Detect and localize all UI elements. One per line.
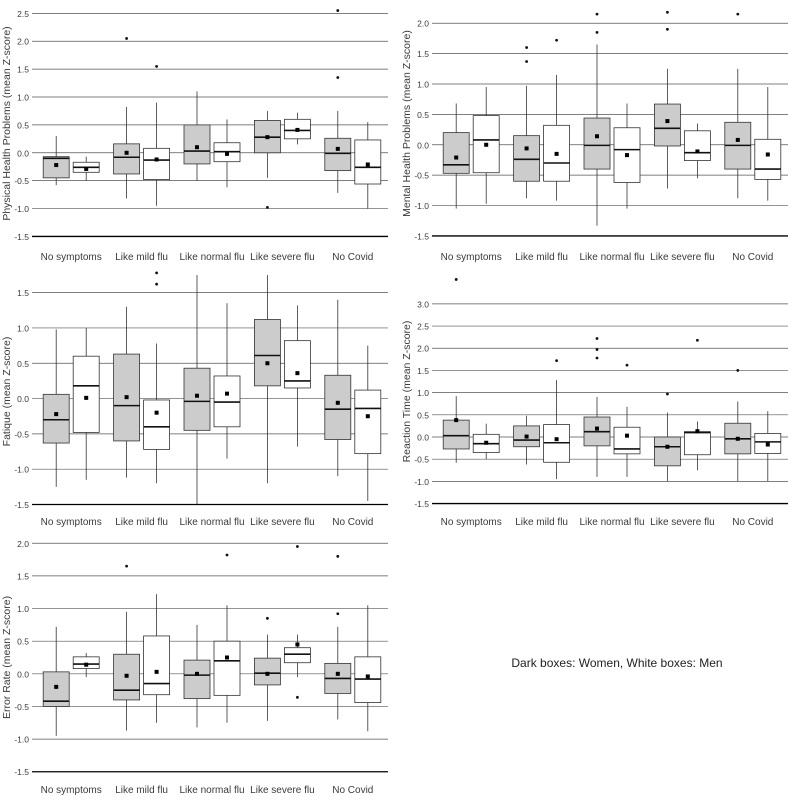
mean-marker (195, 145, 199, 149)
mean-marker (484, 441, 488, 445)
box (43, 157, 69, 178)
y-tick-label: -1.5 (14, 767, 29, 778)
women-box-3 (184, 91, 210, 180)
men-box-1 (73, 328, 99, 480)
y-tick-label: 0.5 (417, 410, 429, 421)
outlier-point (155, 271, 158, 274)
women-box-2 (514, 46, 540, 198)
mean-marker (695, 429, 699, 433)
outlier-point (525, 46, 528, 49)
box (684, 432, 710, 455)
mean-marker (695, 149, 699, 153)
y-axis-label: Error Rate (mean Z-score) (1, 595, 13, 720)
mean-marker (84, 167, 88, 171)
x-tick-label: Like normal flu (179, 517, 245, 528)
x-tick-label: No Covid (332, 252, 374, 263)
x-tick-label: Like severe flu (250, 252, 315, 263)
x-tick-label: Like mild flu (515, 517, 569, 528)
x-tick-label: Like mild flu (115, 252, 169, 263)
mean-marker (295, 371, 299, 375)
box (144, 636, 170, 695)
women-box-3 (584, 337, 610, 477)
y-tick-label: 1.0 (417, 388, 429, 399)
mean-marker (595, 427, 599, 431)
outlier-point (696, 339, 699, 342)
box (114, 144, 140, 174)
outlier-point (455, 278, 458, 281)
x-tick-label: Like severe flu (650, 252, 715, 263)
mean-marker (484, 143, 488, 147)
mean-marker (54, 685, 58, 689)
x-tick-label: Like normal flu (579, 517, 645, 528)
y-tick-label: 2.0 (417, 343, 429, 354)
mean-marker (625, 434, 629, 438)
mean-marker (766, 152, 770, 156)
men-box-4 (284, 305, 310, 446)
men-box-2 (544, 359, 570, 479)
box (443, 420, 469, 449)
box (514, 136, 540, 182)
x-tick-label: No symptoms (440, 517, 502, 528)
mean-marker (336, 672, 340, 676)
x-tick-label: Like normal flu (579, 252, 645, 263)
women-box-2 (114, 37, 140, 198)
y-tick-label: -0.5 (14, 701, 29, 712)
outlier-point (125, 565, 128, 568)
x-tick-label: No Covid (332, 785, 374, 796)
women-box-5 (325, 555, 351, 720)
outlier-point (296, 545, 299, 548)
men-box-5 (755, 87, 781, 201)
mean-marker (625, 153, 629, 157)
mean-marker (366, 674, 370, 678)
x-tick-label: No Covid (332, 517, 374, 528)
y-tick-label: 1.5 (17, 64, 29, 75)
women-box-4 (654, 11, 680, 189)
y-tick-label: 3.0 (417, 299, 429, 310)
mean-marker (295, 128, 299, 132)
outlier-point (555, 39, 558, 42)
y-tick-label: -0.5 (414, 454, 429, 465)
y-tick-label: -0.5 (14, 176, 29, 187)
panel-1 (1, 9, 388, 263)
mean-marker (155, 670, 159, 674)
women-box-3 (184, 625, 210, 727)
y-tick-label: 2.0 (417, 18, 429, 29)
y-tick-label: 1.0 (17, 92, 29, 103)
men-box-4 (684, 124, 710, 179)
x-tick-label: Like normal flu (179, 252, 245, 263)
y-tick-label: 0.0 (17, 669, 29, 680)
women-box-1 (43, 136, 69, 185)
y-tick-label: -1.0 (414, 476, 429, 487)
y-tick-label: 0.5 (17, 636, 29, 647)
mean-marker (454, 156, 458, 160)
outlier-point (125, 37, 128, 40)
mean-marker (195, 394, 199, 398)
outlier-point (336, 612, 339, 615)
y-tick-label: -1.0 (14, 464, 29, 475)
box (184, 368, 210, 430)
x-tick-label: Like normal flu (179, 785, 245, 796)
mean-marker (265, 361, 269, 365)
mean-marker (54, 412, 58, 416)
y-tick-label: -1.5 (14, 231, 29, 242)
men-box-1 (73, 653, 99, 677)
panel-5 (1, 539, 388, 796)
men-box-3 (214, 554, 240, 723)
x-tick-label: No Covid (732, 252, 774, 263)
y-tick-label: 1.5 (17, 571, 29, 582)
y-tick-label: 1.0 (417, 79, 429, 90)
outlier-point (736, 13, 739, 16)
mean-marker (336, 147, 340, 151)
y-tick-label: -1.0 (414, 201, 429, 212)
x-tick-label: Like mild flu (515, 252, 569, 263)
women-box-5 (725, 13, 751, 199)
y-tick-label: 0.5 (17, 120, 29, 131)
outlier-point (596, 337, 599, 340)
x-tick-label: Like severe flu (250, 517, 315, 528)
x-tick-label: Like mild flu (115, 785, 169, 796)
y-tick-label: 0.5 (417, 109, 429, 120)
mean-marker (54, 163, 58, 167)
y-tick-label: 0.5 (17, 358, 29, 369)
mean-marker (295, 642, 299, 646)
outlier-point (596, 348, 599, 351)
mean-marker (766, 443, 770, 447)
women-box-3 (184, 275, 210, 504)
women-box-4 (254, 617, 280, 721)
outlier-point (266, 206, 269, 209)
box (654, 104, 680, 146)
mean-marker (736, 138, 740, 142)
men-box-2 (144, 271, 170, 483)
men-box-1 (73, 157, 99, 181)
y-tick-label: -0.5 (414, 170, 429, 181)
y-tick-label: 0.0 (17, 148, 29, 159)
box (684, 131, 710, 161)
y-tick-label: 1.0 (17, 604, 29, 615)
men-box-3 (614, 364, 640, 477)
men-box-1 (473, 87, 499, 204)
panel-3 (1, 271, 388, 528)
mean-marker (225, 392, 229, 396)
x-tick-label: No symptoms (40, 252, 102, 263)
men-box-2 (544, 39, 570, 201)
mean-marker (195, 672, 199, 676)
men-box-5 (355, 122, 381, 208)
outlier-point (336, 9, 339, 12)
men-box-3 (214, 119, 240, 187)
box (254, 658, 280, 685)
women-box-4 (254, 275, 280, 483)
y-tick-label: -1.5 (14, 499, 29, 510)
mean-marker (665, 445, 669, 449)
outlier-point (525, 60, 528, 63)
outlier-point (266, 617, 269, 620)
outlier-point (666, 393, 669, 396)
y-axis-label: Fatique (mean Z-score) (1, 336, 13, 447)
mean-marker (155, 411, 159, 415)
x-tick-label: No symptoms (440, 252, 502, 263)
y-tick-label: 1.5 (17, 288, 29, 299)
x-tick-label: No Covid (732, 517, 774, 528)
outlier-point (596, 357, 599, 360)
women-box-2 (114, 307, 140, 478)
outlier-point (226, 554, 229, 557)
x-tick-label: Like severe flu (650, 517, 715, 528)
box (144, 148, 170, 179)
mean-marker (225, 656, 229, 660)
mean-marker (736, 437, 740, 441)
outlier-point (296, 696, 299, 699)
mean-marker (366, 162, 370, 166)
women-box-1 (43, 329, 69, 486)
box (284, 648, 310, 663)
y-tick-label: -1.5 (414, 499, 429, 510)
box (214, 641, 240, 695)
men-box-4 (284, 545, 310, 699)
men-box-5 (755, 411, 781, 481)
y-tick-label: 0.0 (17, 394, 29, 405)
legend-caption: Dark boxes: Women, White boxes: Men (511, 656, 723, 670)
panel-4 (401, 278, 788, 528)
mean-marker (265, 672, 269, 676)
outlier-point (666, 11, 669, 14)
women-box-3 (584, 13, 610, 226)
mean-marker (454, 418, 458, 422)
mean-marker (84, 663, 88, 667)
box (654, 437, 680, 466)
mean-marker (525, 146, 529, 150)
mean-marker (125, 151, 129, 155)
women-box-5 (325, 300, 351, 477)
y-tick-label: -0.5 (14, 429, 29, 440)
mean-marker (225, 152, 229, 156)
mean-marker (125, 674, 129, 678)
box (184, 660, 210, 699)
women-box-1 (443, 103, 469, 208)
women-box-4 (254, 111, 280, 209)
men-box-2 (144, 65, 170, 206)
outlier-point (666, 28, 669, 31)
box (254, 319, 280, 385)
box (614, 427, 640, 454)
men-box-4 (684, 339, 710, 470)
x-tick-label: Like mild flu (115, 517, 169, 528)
y-tick-label: 2.5 (17, 8, 29, 19)
men-box-2 (144, 594, 170, 723)
y-tick-label: -1.5 (414, 231, 429, 242)
mean-marker (125, 395, 129, 399)
outlier-point (626, 364, 629, 367)
mean-marker (555, 437, 559, 441)
x-tick-label: Like severe flu (250, 785, 315, 796)
women-box-4 (654, 393, 680, 482)
mean-marker (155, 157, 159, 161)
box (584, 118, 610, 169)
mean-marker (595, 134, 599, 138)
box (355, 140, 381, 184)
box (325, 375, 351, 439)
y-axis-label: Physical Health Problems (mean Z-score) (1, 26, 13, 221)
y-tick-label: -1.0 (14, 734, 29, 745)
mean-marker (265, 135, 269, 139)
outlier-point (555, 359, 558, 362)
women-box-2 (514, 416, 540, 465)
mean-marker (665, 119, 669, 123)
box (184, 125, 210, 164)
y-tick-label: 2.5 (417, 321, 429, 332)
women-box-2 (114, 565, 140, 731)
women-box-5 (325, 9, 351, 193)
box (144, 400, 170, 449)
y-tick-label: 2.0 (17, 538, 29, 549)
outlier-point (155, 283, 158, 286)
men-box-5 (355, 346, 381, 501)
outlier-point (155, 65, 158, 68)
y-tick-label: 1.5 (417, 365, 429, 376)
box (325, 138, 351, 170)
women-box-1 (43, 627, 69, 736)
outlier-point (336, 555, 339, 558)
mean-marker (84, 396, 88, 400)
box (43, 394, 69, 443)
y-tick-label: 0.0 (417, 432, 429, 443)
men-box-3 (214, 303, 240, 458)
women-box-5 (725, 369, 751, 481)
box (355, 390, 381, 454)
outlier-point (736, 369, 739, 372)
x-tick-label: No symptoms (40, 785, 102, 796)
men-box-1 (473, 424, 499, 460)
mean-marker (555, 152, 559, 156)
men-box-3 (614, 103, 640, 208)
x-tick-label: No symptoms (40, 517, 102, 528)
box (755, 139, 781, 179)
mean-marker (366, 414, 370, 418)
y-tick-label: 1.5 (417, 49, 429, 60)
box (73, 356, 99, 432)
y-axis-label: Reaction Time (mean Z-score) (401, 320, 413, 463)
y-axis-label: Mental Health Problems (mean Z-score) (401, 30, 413, 217)
men-box-4 (284, 113, 310, 145)
panel-2 (401, 11, 788, 263)
box (443, 133, 469, 174)
outlier-point (596, 31, 599, 34)
men-box-5 (355, 605, 381, 731)
mean-marker (336, 401, 340, 405)
y-tick-label: 0.0 (417, 140, 429, 151)
y-tick-label: -1.0 (14, 204, 29, 215)
outlier-point (596, 13, 599, 16)
y-tick-label: 1.0 (17, 323, 29, 334)
outlier-point (336, 76, 339, 79)
mean-marker (525, 435, 529, 439)
y-tick-label: 2.0 (17, 36, 29, 47)
